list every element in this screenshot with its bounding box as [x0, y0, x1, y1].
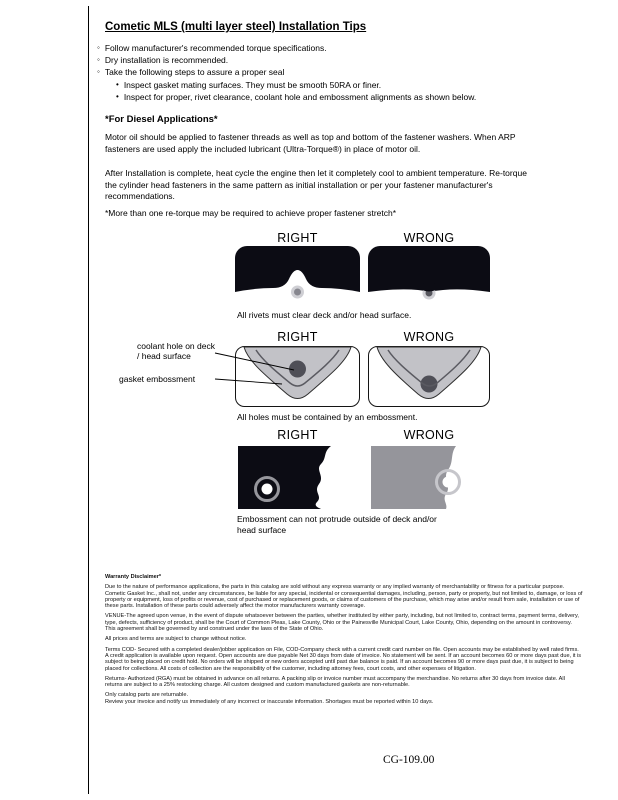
annotation-coolant-hole: coolant hole on deck / head surface	[137, 341, 215, 361]
bullet-text: Follow manufacturer's recommended torque specifications.	[104, 43, 327, 53]
legal-block	[105, 574, 583, 709]
bullet-text: Take the following steps to assure a proper seal	[104, 67, 285, 77]
open-bullet-icon: ◦	[97, 67, 100, 76]
diesel-applications-heading: *For Diesel Applications*	[105, 114, 218, 125]
annotation-gasket-embossment: gasket embossment	[119, 374, 196, 384]
right-label-row2: RIGHT	[277, 330, 318, 344]
tips-sub-bullet-list	[116, 79, 476, 103]
warranty-disclaimer-heading: Warranty Disclaimer*	[105, 574, 162, 580]
page-title: Cometic MLS (multi layer steel) Installation Tips	[105, 21, 367, 33]
diagram-hole-wrong	[368, 346, 490, 407]
open-bullet-icon: ◦	[97, 43, 100, 52]
legal-paragraph: Terms COD- Secured with a completed dealer/jobber application on File, COD-Company check with a current credit card number on file. Open accounts may be established by well rated firms. A credit application is available upon request. Open accounts are due payable Net 30 days from date of invoice. No statement will be sent. If an account becomes 60 or more days past due, it is subject to being placed on credit hold. No orders will be shipped or new orders accepted until past due balance is paid. If an account becomes 90 or more days past due, it is subject to being placed for collections. All costs of collection are the responsibility of the customer, including attorney fees, court costs, and other expenses of litigation.	[105, 646, 582, 672]
right-label-row3: RIGHT	[277, 428, 318, 442]
tips-bullet-list	[97, 42, 327, 78]
wrong-label-row1: WRONG	[403, 231, 455, 245]
legal-paragraph: Returns- Authorized (RGA) must be obtained in advance on all returns. A packing slip or invoice number must accompany the merchandise. No returns after 30 days from invoice date. All returns are subject to a 25% restocking charge. All custom designed and custom manufactured gaskets are non-returnable.	[105, 675, 565, 689]
filled-bullet-icon: •	[116, 80, 119, 89]
list-item	[97, 54, 327, 66]
retorque-note: *More than one re-torque may be required to achieve proper fastener stretch*	[105, 208, 397, 218]
list-item	[116, 91, 476, 103]
diesel-paragraph-2: After Installation is complete, heat cycle the engine then let it completely cool to ambient temperature. Re-torque the cylinder head fasteners in the same pattern as initial installation or per your fastener manufacturer's recommendations.	[105, 168, 527, 201]
caption-row1: All rivets must clear deck and/or head surface.	[237, 310, 412, 320]
open-bullet-icon: ◦	[97, 55, 100, 64]
legal-paragraph: All prices and terms are subject to change without notice.	[105, 636, 247, 643]
diagram-rivet-right	[235, 246, 360, 304]
page-edge-rule	[88, 6, 89, 794]
sub-bullet-text: Inspect gasket mating surfaces. They must be smooth 50RA or finer.	[123, 80, 382, 90]
diagram-embossment-right	[235, 444, 360, 510]
filled-bullet-icon: •	[116, 92, 119, 101]
legal-paragraph: Due to the nature of performance applications, the parts in this catalog are sold without any express warranty or any implied warranty of merchantability or fitness for a particular purpose. Cometic Gasket Inc., shall not, under any circumstances, be liable for any special, incidental or consequential damages, including, person, party or property, but not limited to, damage, or loss of property or equipment, loss of profits or revenue, cost of purchased or replacement goods, or claims of customers of the purchase, which may arise and/or result from sale, installation or use of these parts. Installation of these parts could adversely affect the motor manufacturers warranty coverage.	[105, 584, 583, 610]
caption-row3: Embossment can not protrude outside of deck and/or head surface	[237, 514, 437, 535]
legal-paragraph: Review your invoice and notify us immediately of any incorrect or inaccurate information. Shortages must be reported within 10 days.	[105, 698, 434, 705]
bullet-text: Dry installation is recommended.	[104, 55, 229, 65]
legal-paragraph: VENUE-The agreed upon venue, in the event of dispute whatsoever between the parties, whether instituted by either party, including, but not limited to, contract terms, payment terms, delivery, type, defects, sufficiency of product, shall be the Court of Common Pleas, Lake County, Ohio or the Painesville Municipal Court, Lake County, Ohio, depending on the amount in controversy. This agreement shall be governed by and construed under the laws of the State of Ohio.	[105, 613, 579, 633]
catalog-page-number: CG-109.00	[383, 754, 435, 766]
list-item	[97, 66, 327, 78]
diagram-rivet-wrong	[368, 246, 490, 304]
wrong-label-row3: WRONG	[403, 428, 455, 442]
annotation-pointer-lines	[214, 345, 304, 391]
diagram-embossment-wrong	[368, 444, 490, 510]
legal-paragraph: Only catalog parts are returnable.	[105, 692, 189, 699]
list-item	[116, 79, 476, 91]
caption-row2: All holes must be contained by an embossment.	[237, 412, 418, 422]
diesel-paragraph-1: Motor oil should be applied to fastener threads as well as top and bottom of the fastener washers. When ARP fasteners are used apply the included lubricant (Ultra-Torque®) in place of motor oil.	[105, 132, 516, 154]
right-label-row1: RIGHT	[277, 231, 318, 245]
wrong-label-row2: WRONG	[403, 330, 455, 344]
list-item	[97, 42, 327, 54]
sub-bullet-text: Inspect for proper, rivet clearance, coolant hole and embossment alignments as shown below.	[123, 92, 477, 102]
